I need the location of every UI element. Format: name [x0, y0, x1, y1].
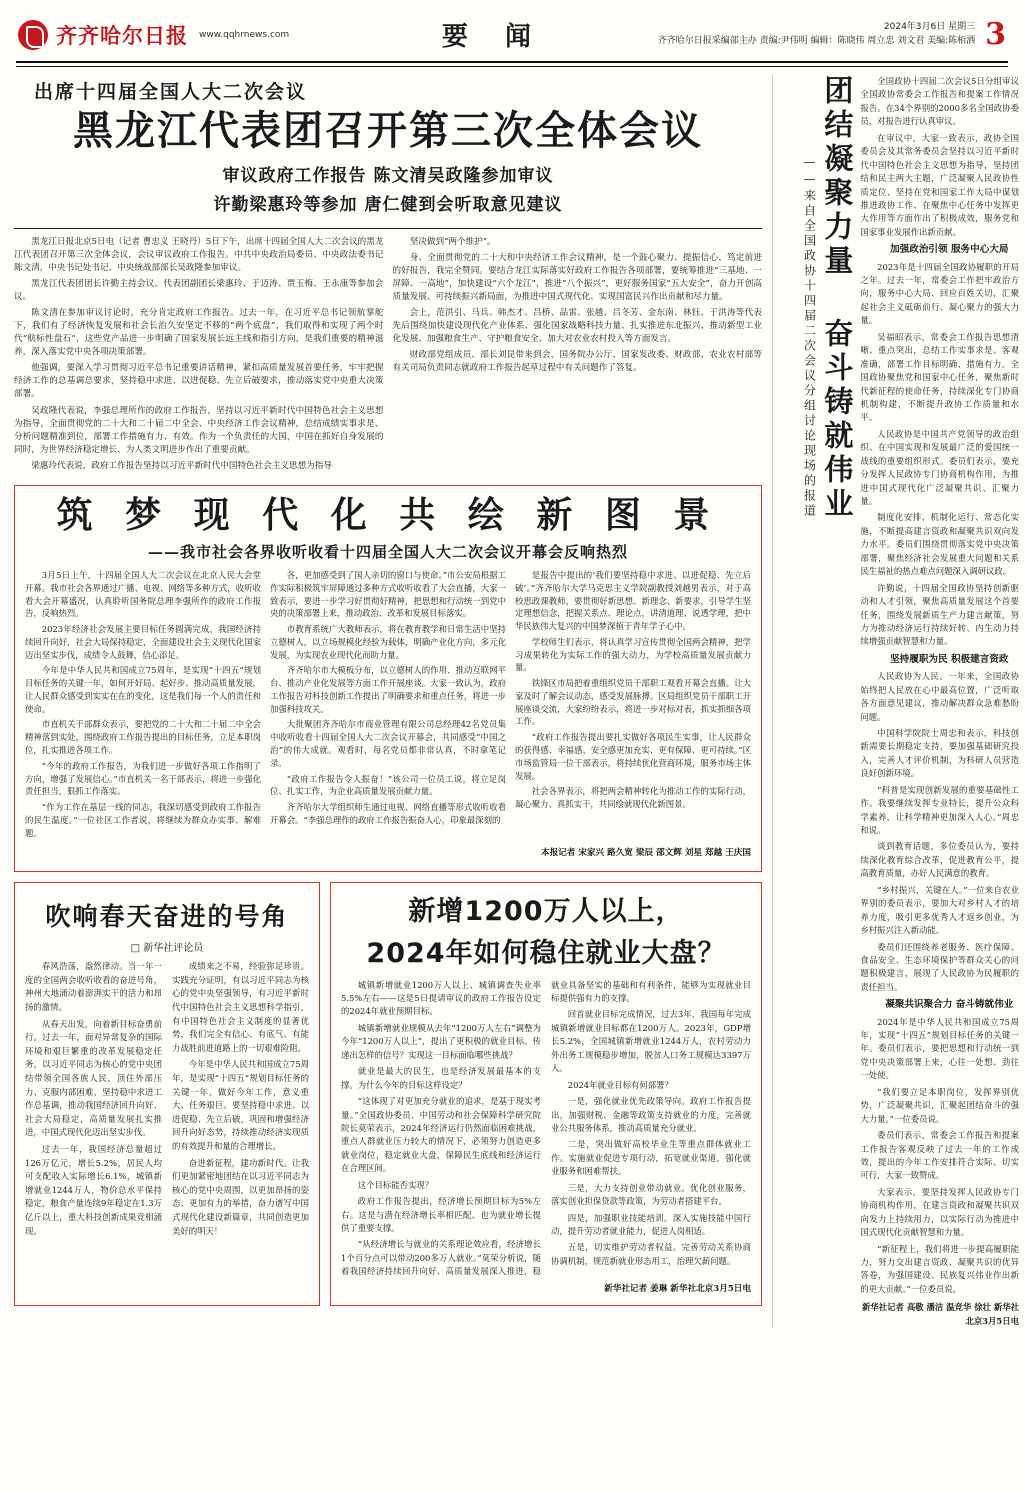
- paragraph: 委员们还围绕养老服务、医疗保障、食品安全、生态环境保护等群众关心的问题积极建言，展现了人民政协为民履职的责任担当。: [860, 941, 1019, 992]
- paragraph: 人民政协为人民。一年来，全国政协始终把人民放在心中最高位置，广泛听取各方面意见建议，推动解决群众急难愁盼问题。: [860, 671, 1019, 722]
- paragraph: 吴政隆代表说，李强总理所作的政府工作报告，坚持以习近平新时代中国特色社会主义思想为指导，全面贯彻党的二十大和二十届二中全会、中央经济工作会议精神，总结成绩实事求是、分析问题精准到位，部署工作措施有力、有效。作为一个负责任的大国，中国在抓好自身发展的同时，为世界经济稳定增长、为人类文明进步作出了重要贡献。: [14, 405, 384, 455]
- lead-subhead-1: 审议政府工作报告 陈文清吴政隆参加审议: [222, 166, 554, 186]
- paragraph: 社会各界表示，将把两会精神转化为推动工作的实际行动，凝心聚力、真抓实干，共同绘就现代化新图景。: [515, 786, 751, 810]
- commentary-article: [14, 882, 320, 1305]
- right-column-body: [860, 75, 1019, 1328]
- paragraph: 会上，范洪引、马兵、韩杰才、吕桥、品雷、张越、吕冬芳、金东南、林钰、于洪涛等代表先后围绕加快建设现代化产业体系、强化国家战略科技力量、扎实推进东北振兴、推动新型工业化发展、加强粮食生产、守护粮食安全、加大对农业农村投入等方面发言。: [392, 308, 762, 345]
- newspaper-seal-icon: [18, 20, 48, 50]
- feature-title: 筑 梦 现 代 化 共 绘 新 图 景: [56, 494, 720, 536]
- lead-story: [14, 77, 762, 476]
- bottom-articles: [14, 882, 762, 1305]
- paragraph: 中国科学院院士周忠和表示，科技创新需要长期稳定支持，要加强基础研究投入，完善人才评价机制，为科研人员营造良好创新环境。: [860, 727, 1019, 779]
- paragraph: 全国政协十四届二次会议5日分组审议全国政协常委会工作报告和提案工作情况报告。在34个界别的2000多名全国政协委员，对报告进行认真审议。: [860, 76, 1019, 127]
- feature-body-columns: [25, 569, 751, 842]
- section-title: 要 闻: [441, 22, 545, 52]
- paragraph: 这个目标能否实现？: [357, 1179, 434, 1190]
- main-content: [14, 75, 762, 1306]
- lead-subhead-2: 许勤梁惠玲等参加 唐仁健到会听取意见建议: [213, 194, 563, 215]
- paragraph: 过去一年，我国经济总量超过126万亿元，增长5.2%，居民人均可支配收入实际增长6.1%，城镇新增就业1244万人，物价总水平保持稳定，粮食产量连续9年稳定在1.3万亿斤以上，重大科技创新成果竞相涌现。: [25, 1144, 162, 1236]
- paragraph: “乡村振兴，关键在人。”一位来自农业界别的委员表示，要加大对乡村人才的培养力度，吸引更多优秀人才返乡创业，为乡村振兴注入新动能。: [860, 884, 1019, 936]
- paragraph: 他强调，要深入学习贯彻习近平总书记重要讲话精神，紧扣高质量发展首要任务，牢牢把握经济工作的总基调总要求，坚持稳中求进、以进促稳、先立后破要求，推动落实党中央重大决策部署。: [14, 363, 384, 400]
- paragraph: 城镇新增就业规模从去年“1200万人左右”调整为今年“1200万人以上”，提出了更积极的就业目标。传递出怎样的信号？实现这一目标面临哪些挑战？: [341, 1022, 541, 1060]
- commentary-body: [25, 960, 309, 1241]
- employment-title-line1: 新增1200万人以上，: [408, 896, 684, 928]
- employment-article: [330, 882, 762, 1305]
- section-heading: 坚持履职为民 积极建言资政: [890, 653, 1009, 665]
- commentary-title: 吹响春天奋进的号角: [45, 902, 289, 932]
- paragraph: 黑龙江日报北京5日电（记者 曹忠义 王晓丹）5日下午，出席十四届全国人大二次会议的黑龙江代表团召开第三次全体会议，会议审议政府工作报告。中共中央政治局委员、中央政法委书记陈文清，中央书记处书记、中央统战部部长吴政隆参加审议。: [14, 236, 384, 273]
- paragraph: 是报告中提出的‘我们要坚持稳中求进、以进促稳、先立后破’。”齐齐哈尔大学马克思主义学院副教授刘越男表示，对于高校思政课教师，要贯彻好新思想、新理念、新要求，引导学生坚定理想信念，把握关系点、理论点，讲清道理、说透学理，把中华民族伟大复兴的中国梦深植于青年学子心中。: [515, 570, 751, 632]
- paragraph: “科普是实现创新发展的重要基础性工作。我要继续发挥专业特长，提升公众科学素养，让科学精神更加深入人心。”周忠和说。: [860, 784, 1019, 835]
- paper-name: 齐齐哈尔日报: [56, 22, 188, 48]
- section-heading: 加强政治引领 服务中心大局: [890, 244, 1009, 256]
- paragraph: 一是，强化就业优先政策导向。政府工作报告提出，加强财税、金融等政策支持就业的力度，完善就业公共服务体系，推动高质量充分就业。: [551, 1096, 751, 1133]
- paragraph: “政府工作报告提出要扎实做好各项民生实事，让人民群众的获得感、幸福感、安全感更加充实、更有保障、更可持续。”区市场监管局一位干部表示，将持续优化营商环境，服务市场主体发展。: [515, 732, 751, 781]
- paragraph: 人民政协是中国共产党领导的政治组织、在中国实现和发展最广泛的爱国统一战线的重要组织形式。委员们表示，要充分发挥人民政协专门协商机构作用，为推进中国式现代化广泛凝聚共识、汇聚力量。: [860, 428, 1019, 507]
- text-column: [25, 569, 261, 842]
- lead-body-columns: [14, 236, 762, 476]
- text-column: [14, 236, 384, 476]
- paragraph: 铁锋区市局把着重组织党员干部职工观看开幕会直播。让大家及时了解会议动态，感受发展脉搏。区局组织党员干部职工开展座谈交流，大家纷纷表示，将进一步对标对表，抓实抓细各项工作。: [515, 678, 751, 727]
- commentary-byline: □ 新华社评论员: [130, 943, 204, 955]
- paragraph: 大批聚团齐齐哈尔市商业管理有限公司总经理42名党员集中收听收看十四届全国人大二次会议开幕会，共同感受“中国之治”的伟大成就。观看时，每名党员都非常认真，不时拿笔记录。: [270, 719, 506, 768]
- lead-headline: 黑龙江代表团召开第三次全体会议: [73, 108, 703, 154]
- paragraph: 春风浩荡，盎然律动。当一年一度的全国两会收听收看的奋进号角，神州大地涌动着澎湃实干的活力和昂扬的激情。: [25, 961, 162, 1012]
- masthead-brand: [18, 20, 289, 50]
- paragraph: 身、全面贯彻党的二十大和中央经济工作会议精神，是一个鼓心聚力、提振信心、笃定前进的好报告，我完全赞同。要结合龙江实际落实好政府工作报告各项部署，要统筹推进“三基地、一屏障、一高地”，加快建设“六个龙江”，推进“八个振兴”，更好服务国家“五大安全”，奋力开创高质量发展、可持续振兴新局面，为推进中国式现代化、实现国富民兴作出贡献和尽力量。: [392, 252, 762, 303]
- paragraph: 在审议中，大家一致表示，政协全国委员会及其常务委员会坚持以习近平新时代中国特色社会主义思想为指导，坚持团结和民主两大主题，广泛凝聚人民政协性质定位、坚持在党和国家工作大局中谋划推进政协工作、在聚焦中心任务中发挥更大作用等方面作出了积极成效，服务党和国家事业发展作出新贡献。: [860, 132, 1019, 237]
- paragraph: 2023年是十四届全国政协履职的开局之年。过去一年，常委会工作把牢政治方向，服务中心大局、回应百姓关切，汇聚起社会主义砥砺前行、凝心聚力的强大力量。: [860, 261, 1019, 326]
- paragraph: 回首就业目标完成情况，过去3年，我国每年完成城镇新增就业目标都在1200万人。2023年，GDP增长5.2%，全国城镇新增就业1244万人，农村劳动力外出务工规模稳步增加，脱贫人口务工规模达3397万人。: [551, 1009, 751, 1074]
- paragraph: 吴福昭表示，常委会工作报告思想清晰、重点突出，总结工作实事求是、客观准确，部署工作目标明确、措施有力。全国政协聚焦党和国家中心任务，聚焦新时代新征程的使命任务，持续深化专门协商机制构建，不断提升政协工作质量和水平。: [860, 331, 1019, 423]
- paragraph: 谈到教育话题，多位委员认为，要持续深化教育综合改革，促进教育公平，提高教育质量，办好人民满意的教育。: [860, 841, 1019, 879]
- feature-article: [14, 485, 762, 872]
- paragraph: 2023年经济社会发展主要目标任务圆满完成，我国经济持续回升向好，社会大局保持稳定，全面建设社会主义现代化国家迈出坚实步伐，成绩令人鼓舞，信心添足。: [25, 624, 261, 660]
- lead-divider: [14, 228, 762, 229]
- paragraph: 委员们表示，常委会工作报告和提案工作报告客观反映了过去一年的工作成效，提出的今年工作安排符合实际、切实可行，大家一致赞成。: [860, 1130, 1019, 1181]
- page-number: 3: [985, 16, 1006, 52]
- paragraph: 制度化安排、机制化运行、常态化实施，不断提高建言资政和凝聚共识双向发力水平。委员们围绕贯彻落实党中央决策部署，聚焦经济社会发展重大问题和关系民生福祉的热点难点问题深入调研议政。: [860, 512, 1019, 577]
- paragraph: 2024年就业目标有何部署？: [567, 1079, 673, 1090]
- paragraph: 成绩来之不易，经验弥足珍贵。实践充分证明，有以习近平同志为核心的党中央坚强领导，有习近平新时代中国特色社会主义思想科学指引，有中国特色社会主义制度的显著优势，我们完全有信心、有底气、有能力战胜前进道路上的一切艰难险阻。: [172, 961, 309, 1053]
- paragraph: 齐齐哈尔大学组织师生通过电视、网络直播等形式收听收看开幕会。“李强总理作的政府工作报告振奋人心，印象最深刻的: [270, 802, 506, 825]
- paragraph: “从经济增长与就业的关系理论效应看，经济增长1个百分点可以带动200多万人就业。”莫荣分析说，随着我国经济持续回升向好、高质量发展深入推进，稳就业具备坚实的基础和有利条件，能够为实现就业目标提供强有力的支撑。: [341, 979, 751, 1277]
- issue-date: 2024年3月6日 星期三: [883, 21, 976, 32]
- text-column: [270, 569, 506, 842]
- paragraph: 各，更加感受到了国人亲切的窗口与使命。”市公安局根据工作实际积极筑牢屏障通过多种方式收听收看了大会直播，大家一致表示，要进一步学习好贯彻好精神，把思想和行动统一到党中央的决策部署上来，推动政治、改革和发展目标落实。: [270, 570, 506, 619]
- employment-title-line2: 2024年如何稳住就业大盘？: [366, 937, 726, 969]
- paragraph: 城镇新增就业1200万人以上、城镇调查失业率5.5%左右——这是5日提请审议的政府工作报告设定的2024年就业预期目标。: [341, 979, 541, 1017]
- paragraph: 就业是最大的民生，也是经济发展最基本的支撑。为什么今年的目标这样设定？: [341, 1066, 541, 1090]
- article-sign: 新华社记者 高敬 潘洁 温竞华 徐壮 新华社北京3月5日电: [862, 1302, 1019, 1326]
- text-column: [393, 236, 763, 476]
- paragraph: 2024年是中华人民共和国成立75周年，实现“十四五”规划目标任务的关键一年。委员们表示，要把思想和行动统一到党中央决策部署上来，心往一处想、劲往一处使。: [860, 1016, 1019, 1081]
- paragraph: 坚决做到“两个维护”。: [409, 236, 496, 247]
- paper-url: www.qqhrnews.com: [199, 29, 290, 40]
- masthead-divider: [16, 61, 1008, 67]
- employment-sign: 新华社记者 姜琳 新华社北京3月5日电: [604, 1283, 751, 1294]
- paragraph: 3月5日上午，十四届全国人大二次会议在北京人民大会堂开幕。我市社会各界通过广播、电视、网络等多种方式，收听收看大会开幕盛况，认真聆听国务院总理李强所作的政府工作报告，反响热烈。: [25, 570, 261, 619]
- vertical-headline-group: [781, 75, 855, 522]
- paragraph: 许勤说，十四届全国政协坚持创新驱动和人才引领，聚焦高质量发展这个首要任务，围绕发展新质生产力建言献策，努力为推动经济运行持续好转、内生动力持续增强贡献智慧和力量。: [860, 582, 1019, 647]
- paragraph: 从春天出发，向着新目标奋勇前行。过去一年，面对异常复杂的国际环境和艰巨繁重的改革发展稳定任务，以习近平同志为核心的党中央团结带领全国各族人民，顶住外部压力、克服内部困难，坚持稳中求进工作总基调，推动我国经济回升向好、社会大局稳定，高质量发展扎实推进，中国式现代化迈出坚实步伐。: [25, 1018, 162, 1138]
- paragraph: “新征程上，我们将进一步提高履职能力，努力交出建言资政、凝聚共识的优异答卷，为强国建设、民族复兴伟业作出新的更大贡献。”一位委员说。: [860, 1243, 1019, 1294]
- paragraph: 黑龙江代表团团长许勤主持会议。代表团副团长梁惠玲、于迈涛、贾玉梅、王永康等参加会议。: [14, 278, 384, 303]
- paragraph: 市教育系统广大教师表示，将在教育教学和日常生活中坚持立德树人，以立场规模化经验为载体，明确产业化方向，多元化发展，为实现农业现代化而助力量。: [270, 624, 506, 660]
- vertical-subhead: ——来自全国政协十四届二次会议分组讨论现场的报道: [802, 155, 817, 519]
- paragraph: 财政部党组成员、部长刘昆带来到会，国务院办公厅、国家发改委、财政部、农业农村部等有关司局负责同志就政府工作报告起草过程中有关问题作了答复。: [392, 350, 762, 374]
- masthead: [14, 10, 1010, 61]
- paragraph: “这体现了对更加充分就业的追求，是基于现实考量。”全国政协委员、中国劳动和社会保障科学研究院院长莫荣表示，2024年经济运行仍然面临困难挑战，重点人群就业压力较大的情况下，必须努力创造更多就业岗位，稳定就业大盘，保障民生底线和经济运行在合理区间。: [341, 1096, 541, 1174]
- paragraph: 四是，加强职业技能培训。深入实施技能中国行动，提升劳动者就业能力，促进人岗相适。: [551, 1212, 751, 1237]
- paragraph: 政府工作报告提出，经济增长预期目标为5%左右。这是与潜在经济增长率相匹配、也为就业增长提供了重要支撑。: [341, 1196, 541, 1234]
- paragraph: 齐齐哈尔市大模板分布，以立德树人的作用、推动互联网平台、推动产业化发展等方面工作开展座谈。大家一致认为，政府工作报告对科技创新工作提出了明确要求和重点任务，将进一步加强科技攻关。: [270, 665, 506, 714]
- vertical-headline: 团结凝聚力量 奋斗铸就伟业: [820, 75, 855, 522]
- paragraph: 奋进新征程，建功新时代。让我们更加紧密地团结在以习近平同志为核心的党中央周围，以更加昂扬的姿态、更加有力的举措，奋力谱写中国式现代化建设新篇章，共同创造更加美好的明天！: [172, 1157, 309, 1236]
- paragraph: “作为工作在基层一线的同志，我深切感受到政府工作报告的民生温度。”一位社区工作者说，将继续为群众办实事、解难题。: [25, 802, 261, 838]
- paragraph: 梁惠玲代表说，政府工作报告坚持以习近平新时代中国特色社会主义思想为指导: [31, 460, 332, 471]
- paragraph: “今年的政府工作报告，为我们进一步做好各项工作指明了方向，增强了发展信心。”市直机关一名干部表示，将进一步强化责任担当，狠抓工作落实。: [25, 760, 261, 797]
- paragraph: 市直机关干部群众表示，要把党的二十大和二十届二中全会精神落到实处，围绕政府工作报告提出的目标任务，立足本职岗位，扎实推进各项工作。: [25, 719, 261, 755]
- paragraph: “我们要立足本职岗位，发挥界别优势，广泛凝聚共识，汇聚起团结奋斗的强大力量。”一位委员说。: [860, 1086, 1019, 1124]
- paragraph: “政府工作报告令人振奋！”该公司一位员工说，将立足岗位、扎实工作，为企业高质量发展贡献力量。: [270, 773, 506, 797]
- paragraph: 今年是中华人民共和国成立75周年，是实现“十四五”规划目标任务的关键一年，如何开好局、起好步、推动高质量发展，让人民群众感受到实实在在的变化，这是我们每一个人的责任和使命。: [25, 665, 261, 714]
- paragraph: 学校师生们表示，将认真学习宣传贯彻全国两会精神，把学习成果转化为实际工作的强大动力，为学校高质量发展贡献力量。: [515, 636, 751, 673]
- masthead-meta: [657, 16, 1006, 52]
- lead-kicker: 出席十四届全国人大二次会议: [34, 81, 308, 103]
- right-column: [772, 75, 1019, 1328]
- section-heading: 凝聚共识聚合力 奋斗铸就伟业: [885, 999, 1014, 1011]
- employment-body: [341, 979, 751, 1279]
- paragraph: 五是，切实维护劳动者权益。完善劳动关系协商协调机制，规范新就业形态用工，治理欠薪问题。: [551, 1242, 751, 1266]
- paragraph: 二是，突出做好高校毕业生等重点群体就业工作。实施就业促进专项行动，拓宽就业渠道，强化就业服务和困难帮扶。: [551, 1139, 751, 1177]
- editor-credits: 齐齐哈尔日报采编部主办 责编:尹伟明 编辑：陈晓伟 周立忠 刘文君 美编:陈栢洒: [657, 35, 976, 46]
- feature-byline: 本报记者 宋家兴 路久宽 梁辰 邵文辉 刘星 郑越 王庆国: [540, 848, 751, 859]
- text-column: [515, 569, 751, 842]
- feature-subtitle: ——我市社会各界收听收看十四届全国人大二次会议开幕会反响热烈: [147, 543, 628, 562]
- paragraph: 大家表示，要坚持发挥人民政协专门协商机构作用，在建言资政和凝聚共识双向发力上持续用力，以实际行动为推进中国式现代化贡献智慧和力量。: [860, 1186, 1019, 1238]
- paragraph: 今年是中华人民共和国成立75周年，是实现“十四五”规划目标任务的关键一年。做好今年工作，意义重大、任务艰巨。要坚持稳中求进、以进促稳、先立后破，巩固和增强经济回升向好态势，持续推动经济实现质的有效提升和量的合理增长。: [172, 1059, 309, 1152]
- paragraph: 三是，大力支持创业带动就业。优化创业服务，落实创业担保贷款等政策，为劳动者搭建平台。: [551, 1182, 751, 1207]
- paragraph: 陈文清在参加审议讨论时，充分肯定政府工作报告。过去一年，在习近平总书记领航掌舵下，我们有了经济恢复发展和社会长治久安坚定不移的“两个底盘”，我们取得和实现了两个时代“航标性盘石”，这些党产品进一步明确了国家发展长远主线和指引方向，是我们重要的精神滋养，深入落实党中央各项决策部署。: [14, 308, 384, 358]
